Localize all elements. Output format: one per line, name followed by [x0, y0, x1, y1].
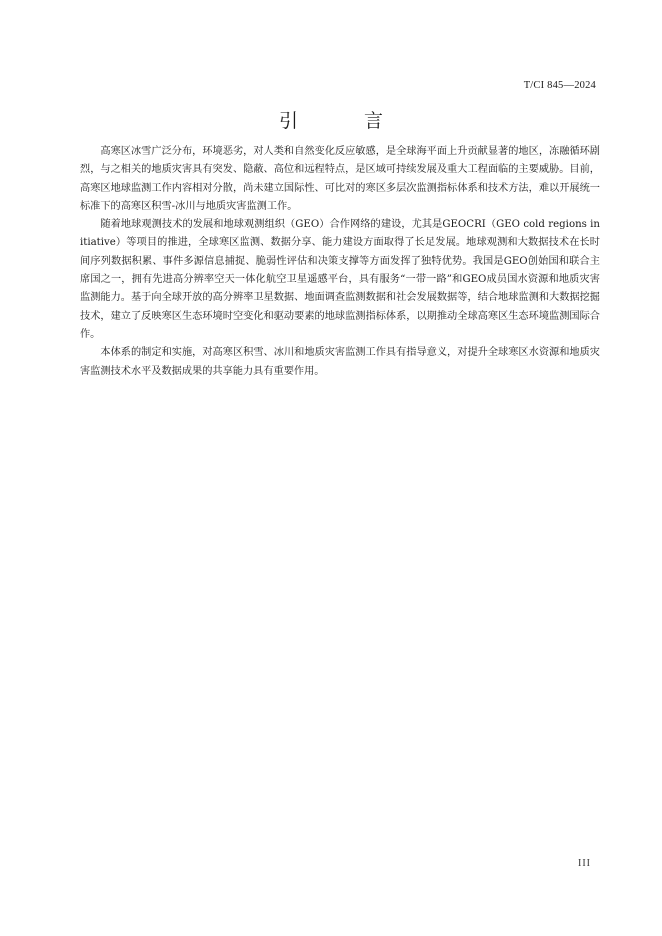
section-title: 引 言 — [278, 110, 414, 132]
paragraph-1: 高寒区冰雪广泛分布，环境恶劣，对人类和自然变化反应敏感，是全球海平面上升贡献显著的地区，冻融循环剧烈，与之相关的地质灾害具有突发、隐蔽、高位和远程特点，是区域可持续发展及重大工程面临的主要威胁。目前，高寒区地球监测工作内容相对分散，尚未建立国际性、可比对的寒区多层次监测指标体系和技术方法，难以开展统一标准下的高寒区积雪-冰川与地质灾害监测工作。 — [80, 146, 600, 212]
document-code: T/CI 845—2024 — [523, 80, 596, 91]
paragraph-2: 随着地球观测技术的发展和地球观测组织（GEO）合作网络的建设，尤其是GEOCRI（GEO cold regions initiative）等项目的推进，全球寒区监测、数据分享、能力建设方面取得了长足发展。地球观测和大数据技术在长时间序列数据积累、事件多源信息捕捉、脆弱性评估和决策支撑等方面发挥了独特优势。我国是GEO创始国和联合主席国之一，拥有先进高分辨率空天一体化航空卫星遥感平台，具有服务“一带一路”和GEO成员国水资源和地质灾害监测能力。基于向全球开放的高分辨率卫星数据、地面调查监测数据和社会发展数据等，结合地球监测和大数据挖掘技术，建立了反映寒区生态环境时空变化和驱动要素的地球监测指标体系，以期推动全球高寒区生态环境监测国际合作。 — [80, 219, 600, 340]
body-text — [80, 143, 600, 381]
page-number: III — [578, 858, 591, 869]
paragraph-3: 本体系的制定和实施，对高寒区积雪、冰川和地质灾害监测工作具有指导意义，对提升全球寒区水资源和地质灾害监测技术水平及数据成果的共享能力具有重要作用。 — [80, 347, 600, 377]
